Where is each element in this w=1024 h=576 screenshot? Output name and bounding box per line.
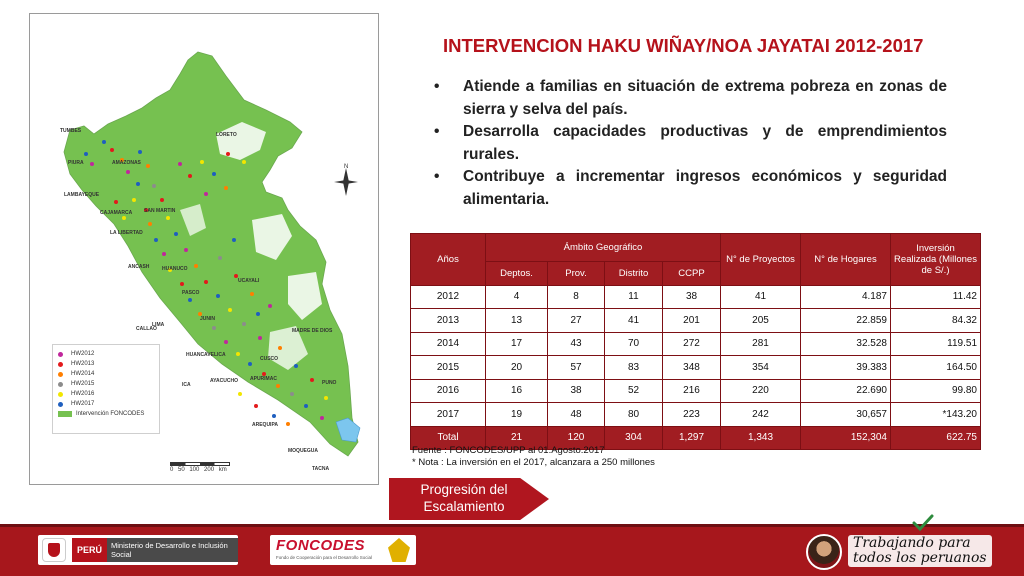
cell-year: 2016: [411, 379, 486, 403]
cell-ccpp: 348: [663, 356, 721, 380]
cell-hogares: 4.187: [801, 285, 891, 309]
cell-inversion: *143.20: [891, 403, 981, 427]
region-label: TACNA: [312, 466, 330, 472]
cell-inversion: 164.50: [891, 356, 981, 380]
cell-hogares: 22.690: [801, 379, 891, 403]
cell-distrito: 80: [605, 403, 663, 427]
table-row: [411, 403, 981, 427]
ministry-logo: [38, 535, 238, 565]
cell-distrito: 83: [605, 356, 663, 380]
header-years: Años: [411, 234, 486, 286]
cell-ccpp: 201: [663, 309, 721, 333]
legend-swatch-icon: [58, 411, 72, 417]
cell-distrito: 41: [605, 309, 663, 333]
region-label: PIURA: [68, 160, 84, 166]
region-label: JUNIN: [200, 316, 216, 322]
legend-dot-icon: [58, 362, 63, 367]
bullet-item: • Desarrolla capacidades productivas y de emprendimientos rurales.: [434, 123, 947, 163]
header-ambito: Ámbito Geográfico: [486, 234, 721, 262]
cell-prov: 57: [548, 356, 605, 380]
region-label: APURIMAC: [250, 376, 277, 382]
foncodes-label: FONCODES: [276, 537, 366, 554]
cell-inversion: 11.42: [891, 285, 981, 309]
region-label: PASCO: [182, 290, 200, 296]
region-label: PUNO: [322, 380, 337, 386]
bullet-icon: •: [434, 168, 440, 185]
bullet-icon: •: [434, 78, 440, 95]
legend-dot-icon: [58, 382, 63, 387]
cell-inversion: 99.80: [891, 379, 981, 403]
cell-deptos: 17: [486, 332, 548, 356]
header-ccpp: CCPP: [663, 262, 721, 286]
region-label: UCAYALI: [238, 278, 260, 284]
legend-item-area: Intervención FONCODES: [58, 409, 154, 419]
region-label: CAJAMARCA: [100, 210, 133, 216]
table-row: [411, 285, 981, 309]
cell-year: 2013: [411, 309, 486, 333]
legend-item: HW2015: [58, 379, 154, 389]
foncodes-logo: [270, 535, 416, 565]
legend-item: HW2012: [58, 349, 154, 359]
cell-hogares: 30,657: [801, 403, 891, 427]
cell-proyectos: 205: [721, 309, 801, 333]
header-distrito: Distrito: [605, 262, 663, 286]
cell-proyectos: 242: [721, 403, 801, 427]
header-deptos: Deptos.: [486, 262, 548, 286]
cell-ccpp: 272: [663, 332, 721, 356]
legend-item: HW2016: [58, 389, 154, 399]
region-label: LA LIBERTAD: [110, 230, 143, 236]
cell-year: 2012: [411, 285, 486, 309]
legend-dot-icon: [58, 352, 63, 357]
legend-item: HW2014: [58, 369, 154, 379]
source-note: [412, 445, 655, 469]
legend-dot-icon: [58, 402, 63, 407]
header-inversion: Inversión Realizada (Millones de S/.): [891, 234, 981, 286]
region-label: AREQUIPA: [252, 422, 279, 428]
scale-bar: [170, 462, 240, 474]
region-label: TUMBES: [60, 128, 82, 134]
cell-distrito: 11: [605, 285, 663, 309]
bullet-item: • Contribuye a incrementar ingresos económicos y seguridad alimentaria.: [434, 168, 947, 208]
cell-prov: 120: [548, 426, 605, 450]
cell-inversion: 119.51: [891, 332, 981, 356]
map-legend: [52, 344, 160, 434]
region-label: CUSCO: [260, 356, 279, 362]
legend-item: HW2013: [58, 359, 154, 369]
peru-label: PERÚ: [72, 538, 107, 562]
cell-deptos: 16: [486, 379, 548, 403]
region-label: HUANCAVELICA: [186, 352, 226, 358]
cell-proyectos: 354: [721, 356, 801, 380]
region-label: MOQUEGUA: [288, 448, 318, 454]
foncodes-mark-icon: [388, 538, 410, 562]
scale-label: 0 50 100 200 km: [170, 467, 227, 473]
region-label: AMAZONAS: [112, 160, 141, 166]
region-label: LIMA: [152, 322, 165, 328]
source-text: Fuente : FONCODES/UPP al 01.Agosto.2017: [412, 445, 605, 456]
region-label: CALLAO: [136, 326, 157, 332]
region-label: HUANUCO: [162, 266, 188, 272]
cell-distrito: 70: [605, 332, 663, 356]
table-row: [411, 356, 981, 380]
cell-distrito: 304: [605, 426, 663, 450]
check-icon: [912, 514, 934, 532]
cell-deptos: 4: [486, 285, 548, 309]
investment-table-container: [410, 233, 981, 450]
cell-deptos: 19: [486, 403, 548, 427]
ministry-label: Ministerio de Desarrollo e Inclusión Social: [107, 538, 238, 562]
legend-dot-icon: [58, 392, 63, 397]
slogan-badge: [806, 532, 992, 572]
progression-label: Progresión del Escalamiento: [420, 482, 508, 514]
table-row: [411, 309, 981, 333]
cell-deptos: 13: [486, 309, 548, 333]
peru-seal-icon: [42, 538, 66, 562]
region-label: LAMBAYEQUE: [64, 192, 100, 198]
cell-hogares: 22.859: [801, 309, 891, 333]
cell-prov: 27: [548, 309, 605, 333]
north-label: N: [344, 164, 349, 170]
foncodes-sub-label: Fondo de Cooperación para el Desarrollo Social: [276, 555, 373, 560]
cell-ccpp: 1,297: [663, 426, 721, 450]
bullet-item: • Atiende a familias en situación de extrema pobreza en zonas de sierra y selva del país.: [434, 78, 947, 118]
cell-hogares: 152,304: [801, 426, 891, 450]
cell-inversion: 84.32: [891, 309, 981, 333]
cell-inversion: 622.75: [891, 426, 981, 450]
legend-dot-icon: [58, 372, 63, 377]
investment-table: [410, 233, 981, 450]
cell-ccpp: 216: [663, 379, 721, 403]
cell-year: Total: [411, 426, 486, 450]
cell-year: 2017: [411, 403, 486, 427]
cell-deptos: 21: [486, 426, 548, 450]
region-label: AYACUCHO: [210, 378, 238, 384]
cell-ccpp: 223: [663, 403, 721, 427]
cell-hogares: 32.528: [801, 332, 891, 356]
region-label: SAN MARTIN: [144, 208, 176, 214]
cell-deptos: 20: [486, 356, 548, 380]
header-hogares: N° de Hogares: [801, 234, 891, 286]
header-proyectos: N° de Proyectos: [721, 234, 801, 286]
note-text: * Nota : La inversión en el 2017, alcanzara a 250 millones: [412, 457, 655, 468]
cell-distrito: 52: [605, 379, 663, 403]
cell-proyectos: 220: [721, 379, 801, 403]
cell-hogares: 39.383: [801, 356, 891, 380]
cell-proyectos: 1,343: [721, 426, 801, 450]
region-label: MADRE DE DIOS: [292, 328, 333, 334]
slogan-label: Trabajando para todos los peruanos: [848, 535, 992, 567]
cell-ccpp: 38: [663, 285, 721, 309]
map-panel: [29, 13, 379, 485]
cell-year: 2015: [411, 356, 486, 380]
table-row: [411, 332, 981, 356]
bullet-list: [432, 76, 947, 211]
region-label: ANCASH: [128, 264, 150, 270]
region-label: LORETO: [216, 132, 237, 138]
region-label: ICA: [182, 382, 191, 388]
avatar: [806, 534, 842, 570]
cell-prov: 48: [548, 403, 605, 427]
cell-prov: 8: [548, 285, 605, 309]
progression-button[interactable]: [389, 478, 549, 520]
cell-proyectos: 41: [721, 285, 801, 309]
table-row: [411, 379, 981, 403]
header-prov: Prov.: [548, 262, 605, 286]
bullet-icon: •: [434, 123, 440, 140]
cell-prov: 38: [548, 379, 605, 403]
page-title: INTERVENCION HAKU WIÑAY/NOA JAYATAI 2012-2017: [443, 35, 924, 56]
legend-item: HW2017: [58, 399, 154, 409]
compass-icon: [334, 168, 358, 196]
cell-year: 2014: [411, 332, 486, 356]
cell-prov: 43: [548, 332, 605, 356]
cell-proyectos: 281: [721, 332, 801, 356]
